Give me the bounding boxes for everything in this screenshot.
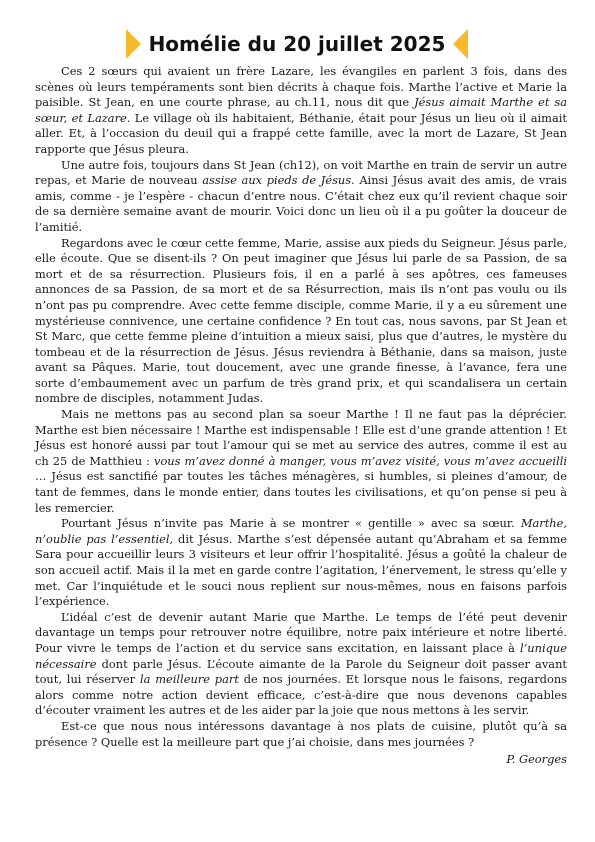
arrow-left-icon	[453, 29, 468, 59]
paragraph	[35, 610, 567, 719]
paragraph	[35, 719, 567, 750]
text-segment: Est-ce que nous nous intéressons davantage à nos plats de cuisine, plutôt qu’à sa présence ? Quelle est la meilleure part que j’ai choisie, dans mes journées ?	[35, 718, 567, 749]
text-segment: Ces 2 sœurs qui avaient un frère Lazare, les évangiles en parlent 3 fois, dans des scènes où leurs tempéraments sont bien décrits à chaque fois. Marthe l’active et Marie la paisible. St Jean, en une courte phrase, au ch.11, nous dit que	[35, 64, 567, 110]
text-segment: Jésus est sanctifié par toutes les tâches ménagères, si humbles, si pleines d’amour, de tant de femmes, dans le monde entier, dans toutes les civilisations, et qu’on pense si peu à les remercier.	[35, 469, 567, 515]
text-segment: Ainsi Jésus avait des amis, de vrais amis, comme - je l’espère - chacun d’entre nous. C’était chez eux qu’il revient chaque soir de sa dernière semaine avant de mourir. Voici donc un lieu où il a pu goûter la douceur de l’amitié.	[35, 173, 567, 234]
text-segment: . Le village où ils habitaient, Béthanie, était pour Jésus un lieu où il aimait aller. Et, à l’occasion du deuil qui a frappé cette famille, avec la mort de Lazare, St Jean rapporte que Jésus pleura.	[35, 110, 567, 156]
text-segment: Regardons avec le cœur cette femme, Marie, assise aux pieds du Seigneur. Jésus parle, elle écoute. Que se disent-ils ? On peut imaginer que Jésus lui parle de sa Passion, de sa mort et de sa résurrection. Plusieurs fois, il en a parlé à ses apôtres, ces fameuses annonces de sa Passion, de sa mort et de sa Résurrection, mais ils n’ont pas voulu ou ils n’ont pas pu comprendre. Avec cette femme disciple, comme Marie, il y a eu sûrement une mystérieuse connivence, une certaine confidence ? En tout cas, nous savons, par St Jean et St Marc, que cette femme pleine d’intuition a mieux saisi, plus que d’autres, le mystère du tombeau et de la résurrection de Jésus. Jésus reviendra à Béthanie, dans sa maison, juste avant sa Pâques. Marie, tout doucement, avec une grande finesse, à l’avance, fera une sorte d’embaumement avec un parfum de très grand prix, et qui scandalisera un certain nombre de disciples, notamment Judas.	[35, 235, 567, 406]
title-banner	[112, 28, 482, 60]
italic-quote: la meilleure part	[139, 672, 239, 687]
text-segment: dont parle Jésus. L’écoute aimante de la Parole du Seigneur doit passer avant tout, lui réserver	[35, 656, 567, 687]
paragraph	[35, 236, 567, 408]
arrow-right-icon	[126, 29, 141, 59]
text-segment: dit Jésus. Marthe s’est dépensée autant qu’Abraham et sa femme Sara pour accueillir leurs 3 visiteurs et leur offrir l’hospitalité. Jésus a goûté la chaleur de son accueil actif. Mais il la met en garde contre l’agitation, l’énervement, le stress qu’elle y met. Car l’inquiétude et le souci nous replient sur nous-mêmes, nous en faisons parfois l’expérience.	[35, 531, 567, 609]
signature: P. Georges	[506, 752, 567, 767]
homily-text	[35, 64, 567, 768]
italic-quote: Marthe, n’oublie pas l’essentiel,	[35, 516, 567, 546]
text-segment: Mais ne mettons pas au second plan sa soeur Marthe ! Il ne faut pas la déprécier. Marthe est bien nécessaire ! Marthe est indispensable ! Elle est d’une grande attention ! Et Jésus est honoré aussi par tout l’amour qui se met au service des autres, comme il est au ch 25 de Matthieu :	[35, 407, 567, 468]
italic-quote: Jésus aimait Marthe et sa sœur, et Lazare	[35, 95, 567, 125]
text-segment: Une autre fois, toujours dans St Jean (ch12), on voit Marthe en train de servir un autre repas, et Marie de nouveau	[35, 157, 567, 188]
italic-quote: l’unique nécessaire	[35, 640, 567, 671]
italic-quote: assise aux pieds de Jésus.	[202, 173, 355, 188]
page-title: Homélie du 20 juillet 2025	[148, 32, 446, 56]
text-segment: Pourtant Jésus n’invite pas Marie à se montrer « gentille » avec sa sœur.	[61, 516, 521, 531]
paragraph	[35, 158, 567, 236]
text-segment: L’idéal c’est de devenir autant Marie que Marthe. Le temps de l’été peut devenir davantage un temps pour retrouver notre équilibre, notre paix intérieure et notre liberté. Pour vivre le temps de l’action et du service sans excitation, en laissant place à	[35, 609, 567, 655]
text-segment: de nos journées. Et lorsque nous le faisons, regardons alors comme notre action devient efficace, c’est-à-dire que nous devenons capables d’écouter vraiment les autres et de les aider par la joie que nous mettons à les servir.	[35, 672, 567, 718]
italic-quote: vous m’avez donné à manger, vous m’avez visité, vous m’avez accueilli …	[35, 453, 567, 484]
paragraph	[35, 516, 567, 610]
paragraph	[35, 407, 567, 516]
paragraph	[35, 64, 567, 158]
paragraph-list	[35, 64, 567, 750]
